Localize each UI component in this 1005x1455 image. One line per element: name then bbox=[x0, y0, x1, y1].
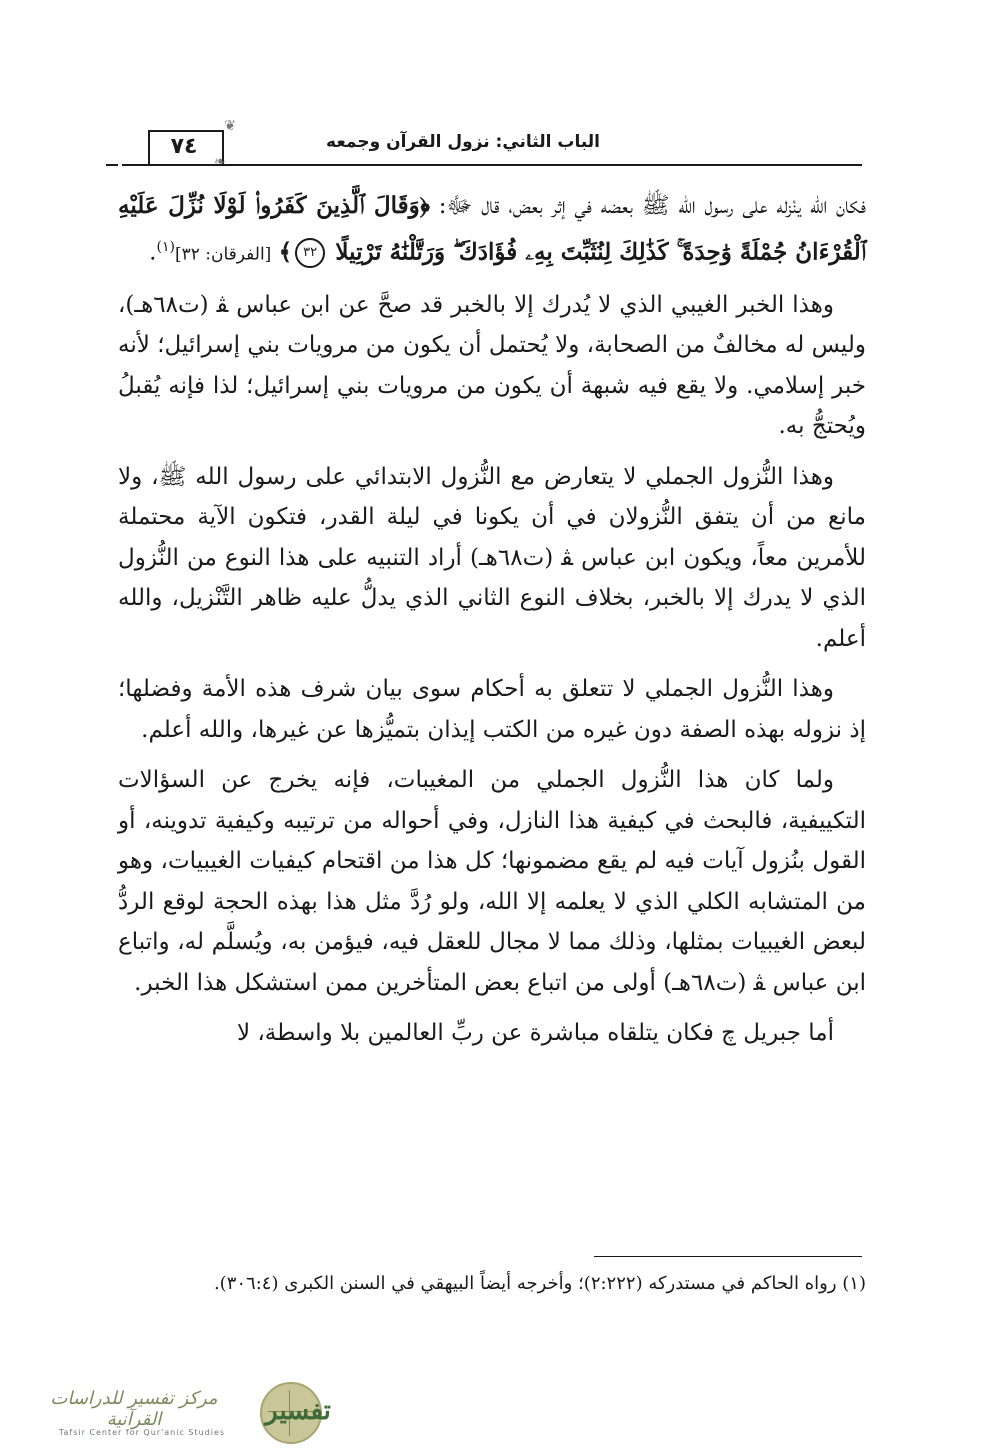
footnote-separator bbox=[594, 1256, 862, 1257]
verse-close-bracket: ﴾ bbox=[278, 238, 293, 266]
page-number: ٧٤ bbox=[170, 134, 198, 159]
logo-latin-name: Tafsir Center for Qur'anic Studies bbox=[58, 1428, 226, 1437]
paragraph: وهذا النُّزول الجملي لا يتعارض مع النُّزول الابتدائي على رسول الله ﷺ، ولا مانع من أن يتفق النُّزولان في أن يكونا في ليلة القدر، فتكون الآية محتملة للأمرين معاً، ويكون ابن عباس ﭭ (ت٦٨هـ) أراد التنبيه على هذا النوع من النُّزول الذي لا يدرك إلا بالخبر، بخلاف النوع الثاني الذي يدلُّ عليه ظاهر التَّنْزيل، والله أعلم. bbox=[118, 463, 867, 652]
paragraph: وهذا النُّزول الجملي لا تتعلق به أحكام سوى بيان شرف هذه الأمة وفضلها؛ إذ نزوله بهذه الصفة دون غيره من الكتب إيذان بتميُّزها عن غيرها، والله أعلم. bbox=[118, 676, 866, 743]
sentence-end: . bbox=[149, 239, 157, 266]
publisher-logo bbox=[10, 1378, 360, 1448]
logo-arabic-name: مركز تفسير للدراسات القرآنية bbox=[50, 1388, 218, 1430]
quran-verse: ﴿وَقَالَ ٱلَّذِينَ كَفَرُوا۟ لَوْلَا نُزِّلَ عَلَيْهِ ٱلْقُرْءَانُ جُمْلَةً وَٰحِدَةً ۚ كَذَٰلِكَ لِنُثَبِّتَ بِهِۦ فُؤَادَكَ ۖ وَرَتَّلْنَٰهُ تَرْتِيلًا bbox=[118, 192, 866, 266]
footnote-marker: (١) bbox=[156, 238, 175, 255]
flourish-ornament-icon: ❧ bbox=[214, 154, 226, 170]
flourish-ornament-icon: ❦ bbox=[224, 118, 236, 134]
ayah-number-mark: ٣٢ bbox=[295, 238, 325, 268]
running-header bbox=[122, 118, 862, 174]
footnotes bbox=[118, 1266, 866, 1301]
paragraph: ولما كان هذا النُّزول الجملي من المغيبات، فإنه يخرج عن السؤالات التكييفية، فالبحث في كيفية هذا النازل، وفي أحواله من ترتيبه وكيفية تدوينه، أو القول بنُزول آيات فيه لم يقع مضمونها؛ كل هذا من اقتحام كيفيات الغيبيات، وهو من المتشابه الكلي الذي لا يعلمه إلا الله، ولو رُدَّ مثل هذا بهذه الحجة لوقع الردُّ لبعض الغيبيات بمثلها، وذلك مما لا مجال للعقل فيه، فيؤمن به، ويُسلَّم له، واتباع ابن عباس ﭭ (ت٦٨هـ) أولى من اتباع بعض المتأخرين ممن استشكل هذا الخبر. bbox=[118, 767, 866, 996]
verse-reference: [الفرقان: ٣٢] bbox=[174, 244, 272, 265]
paragraph-text: فكان الله ينْزله على رسول الله ﷺ بعضه في إثر بعض، قال ﷻ: bbox=[429, 193, 867, 219]
paragraph: وهذا الخبر الغيبي الذي لا يُدرك إلا بالخبر قد صحَّ عن ابن عباس ﭭ (ت٦٨هـ)، وليس له مخالفٌ من الصحابة، ولا يُحتمل أن يكون من مرويات بني إسرائيل؛ لأنه خبر إسلامي. ولا يقع فيه شبهة أن يكون من مرويات بني إسرائيل؛ لذا فإنه يُقبلُ ويُحتجُّ به. bbox=[118, 291, 866, 440]
paragraph: أما جبريل ﭺ فكان يتلقاه مباشرة عن ربِّ العالمين بلا واسطة، لا bbox=[236, 1020, 834, 1047]
paragraph bbox=[118, 186, 866, 275]
chapter-title: الباب الثاني: نزول القرآن وجمعه bbox=[326, 132, 600, 152]
header-rule bbox=[122, 164, 862, 166]
body-text bbox=[118, 186, 866, 1064]
logo-wordmark: تفسير bbox=[265, 1396, 331, 1426]
page-number-frame bbox=[136, 118, 236, 170]
footnote: (١) رواه الحاكم في مستدركه (٢:٢٢٢)؛ وأخرجه أيضاً البيهقي في السنن الكبرى (٣٠٦:٤). bbox=[213, 1273, 866, 1294]
header-rule-tick bbox=[106, 164, 118, 166]
